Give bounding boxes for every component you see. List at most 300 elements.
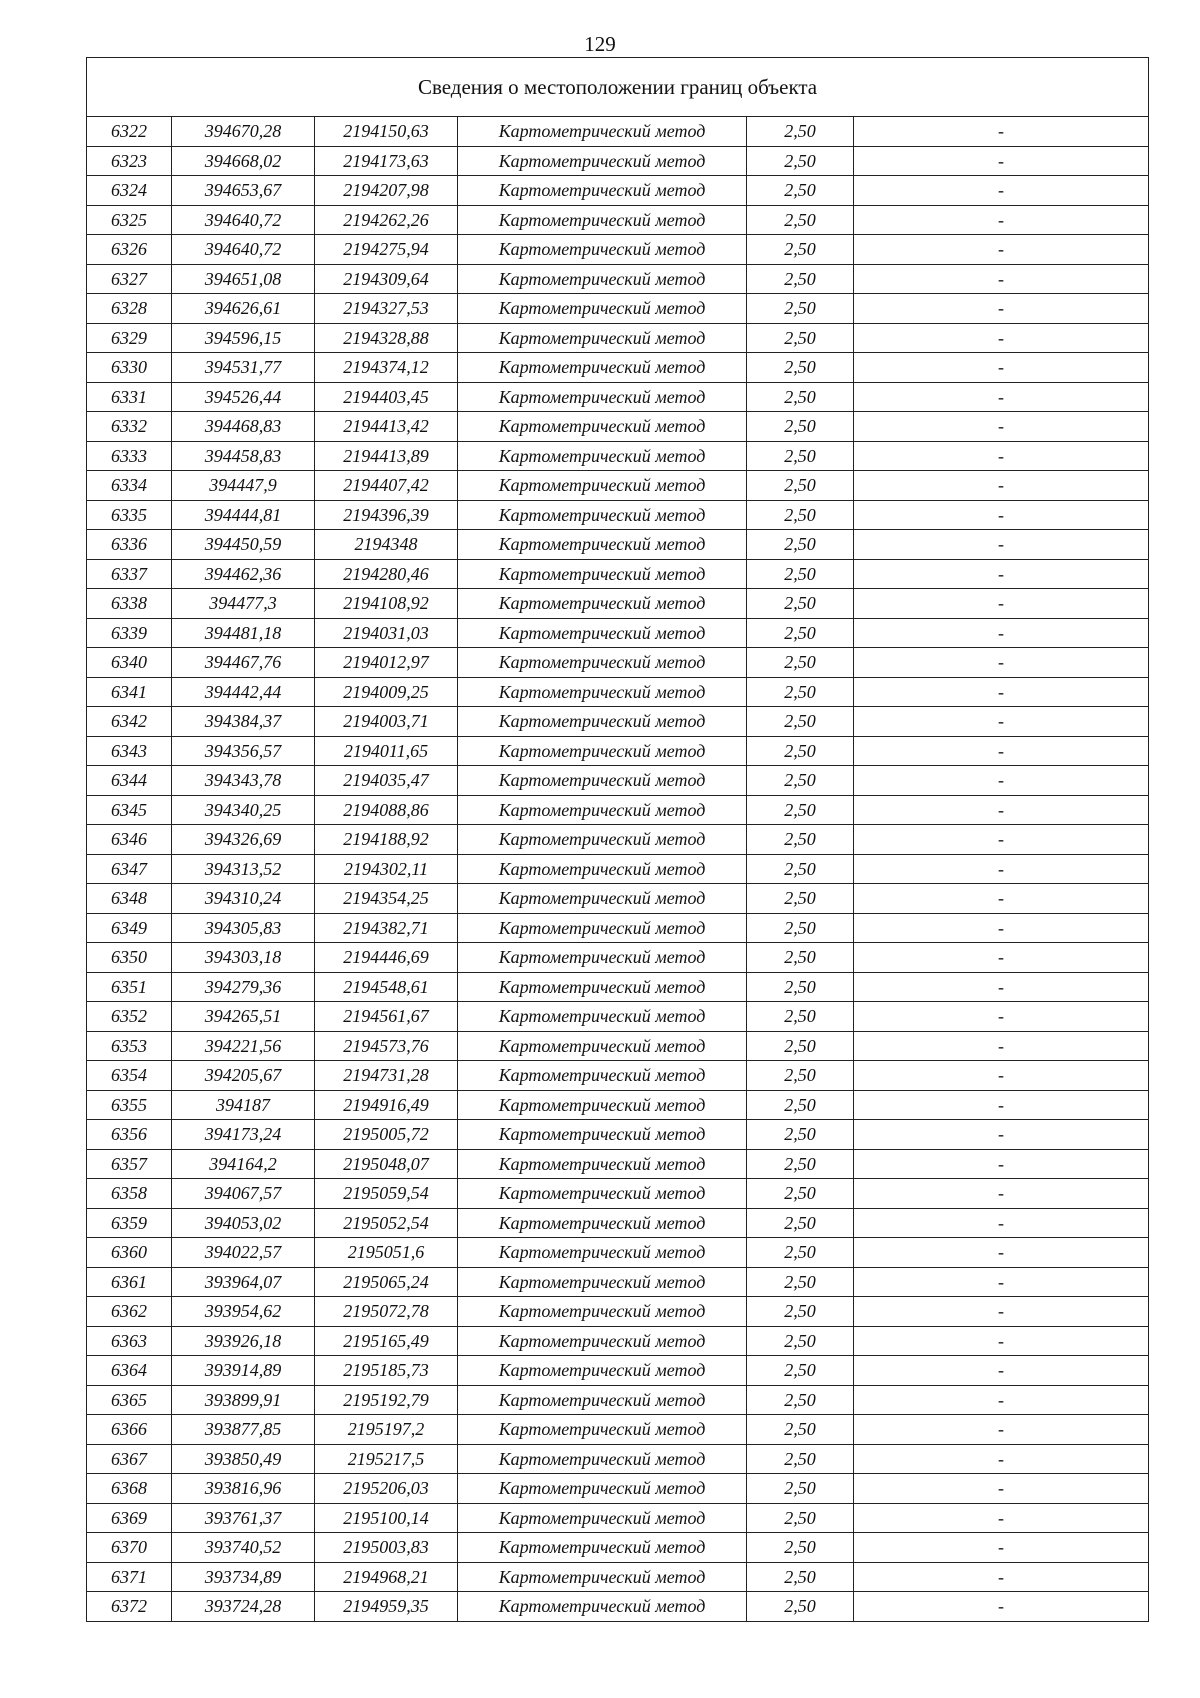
y-coordinate-cell: 2194561,67 — [315, 1002, 458, 1032]
description-cell: - — [854, 294, 1149, 324]
description-cell: - — [854, 1444, 1149, 1474]
description-cell: - — [854, 1149, 1149, 1179]
description-cell: - — [854, 323, 1149, 353]
point-number-cell: 6368 — [87, 1474, 172, 1504]
accuracy-cell: 2,50 — [747, 294, 854, 324]
y-coordinate-cell: 2195165,49 — [315, 1326, 458, 1356]
method-cell: Картометрический метод — [458, 294, 747, 324]
description-cell: - — [854, 1090, 1149, 1120]
x-coordinate-cell: 393964,07 — [172, 1267, 315, 1297]
description-cell: - — [854, 795, 1149, 825]
table-row — [87, 1061, 1149, 1091]
y-coordinate-cell: 2195052,54 — [315, 1208, 458, 1238]
table-row — [87, 264, 1149, 294]
accuracy-cell: 2,50 — [747, 1592, 854, 1622]
y-coordinate-cell: 2195197,2 — [315, 1415, 458, 1445]
description-cell: - — [854, 1415, 1149, 1445]
x-coordinate-cell: 393761,37 — [172, 1503, 315, 1533]
description-cell: - — [854, 736, 1149, 766]
x-coordinate-cell: 394450,59 — [172, 530, 315, 560]
table-row — [87, 441, 1149, 471]
description-cell: - — [854, 1592, 1149, 1622]
y-coordinate-cell: 2195192,79 — [315, 1385, 458, 1415]
accuracy-cell: 2,50 — [747, 1503, 854, 1533]
table-row — [87, 559, 1149, 589]
description-cell: - — [854, 589, 1149, 619]
table-row — [87, 382, 1149, 412]
x-coordinate-cell: 394265,51 — [172, 1002, 315, 1032]
x-coordinate-cell: 394458,83 — [172, 441, 315, 471]
page-number: 129 — [584, 32, 616, 56]
point-number-cell: 6371 — [87, 1562, 172, 1592]
point-number-cell: 6333 — [87, 441, 172, 471]
accuracy-cell: 2,50 — [747, 589, 854, 619]
y-coordinate-cell: 2195100,14 — [315, 1503, 458, 1533]
y-coordinate-cell: 2195005,72 — [315, 1120, 458, 1150]
y-coordinate-cell: 2194262,26 — [315, 205, 458, 235]
method-cell: Картометрический метод — [458, 1208, 747, 1238]
point-number-cell: 6360 — [87, 1238, 172, 1268]
x-coordinate-cell: 394053,02 — [172, 1208, 315, 1238]
x-coordinate-cell: 394279,36 — [172, 972, 315, 1002]
method-cell: Картометрический метод — [458, 1238, 747, 1268]
accuracy-cell: 2,50 — [747, 500, 854, 530]
description-cell: - — [854, 854, 1149, 884]
y-coordinate-cell: 2194413,89 — [315, 441, 458, 471]
description-cell: - — [854, 471, 1149, 501]
table-row — [87, 943, 1149, 973]
y-coordinate-cell: 2194959,35 — [315, 1592, 458, 1622]
table-row — [87, 1267, 1149, 1297]
y-coordinate-cell: 2194348 — [315, 530, 458, 560]
x-coordinate-cell: 393914,89 — [172, 1356, 315, 1386]
method-cell: Картометрический метод — [458, 146, 747, 176]
point-number-cell: 6353 — [87, 1031, 172, 1061]
y-coordinate-cell: 2194374,12 — [315, 353, 458, 383]
accuracy-cell: 2,50 — [747, 736, 854, 766]
point-number-cell: 6336 — [87, 530, 172, 560]
description-cell: - — [854, 1238, 1149, 1268]
description-cell: - — [854, 441, 1149, 471]
x-coordinate-cell: 394477,3 — [172, 589, 315, 619]
table-row — [87, 1326, 1149, 1356]
method-cell: Картометрический метод — [458, 913, 747, 943]
table-row — [87, 412, 1149, 442]
accuracy-cell: 2,50 — [747, 1090, 854, 1120]
point-number-cell: 6331 — [87, 382, 172, 412]
x-coordinate-cell: 394326,69 — [172, 825, 315, 855]
boundary-table — [86, 57, 1149, 1622]
accuracy-cell: 2,50 — [747, 795, 854, 825]
x-coordinate-cell: 394651,08 — [172, 264, 315, 294]
x-coordinate-cell: 394653,67 — [172, 176, 315, 206]
method-cell: Картометрический метод — [458, 1031, 747, 1061]
point-number-cell: 6329 — [87, 323, 172, 353]
y-coordinate-cell: 2194413,42 — [315, 412, 458, 442]
x-coordinate-cell: 393724,28 — [172, 1592, 315, 1622]
y-coordinate-cell: 2194207,98 — [315, 176, 458, 206]
method-cell: Картометрический метод — [458, 1267, 747, 1297]
table-row — [87, 1503, 1149, 1533]
method-cell: Картометрический метод — [458, 1179, 747, 1209]
accuracy-cell: 2,50 — [747, 1385, 854, 1415]
y-coordinate-cell: 2194280,46 — [315, 559, 458, 589]
y-coordinate-cell: 2194275,94 — [315, 235, 458, 265]
x-coordinate-cell: 393740,52 — [172, 1533, 315, 1563]
point-number-cell: 6345 — [87, 795, 172, 825]
method-cell: Картометрический метод — [458, 264, 747, 294]
point-number-cell: 6330 — [87, 353, 172, 383]
accuracy-cell: 2,50 — [747, 677, 854, 707]
accuracy-cell: 2,50 — [747, 1326, 854, 1356]
y-coordinate-cell: 2195059,54 — [315, 1179, 458, 1209]
x-coordinate-cell: 394481,18 — [172, 618, 315, 648]
y-coordinate-cell: 2194173,63 — [315, 146, 458, 176]
table-row — [87, 795, 1149, 825]
table-row — [87, 235, 1149, 265]
y-coordinate-cell: 2194968,21 — [315, 1562, 458, 1592]
table-title-row — [87, 58, 1149, 117]
accuracy-cell: 2,50 — [747, 559, 854, 589]
table-row — [87, 707, 1149, 737]
x-coordinate-cell: 394526,44 — [172, 382, 315, 412]
point-number-cell: 6370 — [87, 1533, 172, 1563]
point-number-cell: 6340 — [87, 648, 172, 678]
y-coordinate-cell: 2194150,63 — [315, 117, 458, 147]
table-row — [87, 1297, 1149, 1327]
method-cell: Картометрический метод — [458, 618, 747, 648]
x-coordinate-cell: 393816,96 — [172, 1474, 315, 1504]
table-row — [87, 766, 1149, 796]
table-row — [87, 1149, 1149, 1179]
y-coordinate-cell: 2195065,24 — [315, 1267, 458, 1297]
table-row — [87, 205, 1149, 235]
method-cell: Картометрический метод — [458, 825, 747, 855]
method-cell: Картометрический метод — [458, 176, 747, 206]
method-cell: Картометрический метод — [458, 943, 747, 973]
y-coordinate-cell: 2194396,39 — [315, 500, 458, 530]
method-cell: Картометрический метод — [458, 323, 747, 353]
description-cell: - — [854, 943, 1149, 973]
description-cell: - — [854, 707, 1149, 737]
point-number-cell: 6326 — [87, 235, 172, 265]
description-cell: - — [854, 264, 1149, 294]
table-row — [87, 1031, 1149, 1061]
y-coordinate-cell: 2194407,42 — [315, 471, 458, 501]
description-cell: - — [854, 1297, 1149, 1327]
accuracy-cell: 2,50 — [747, 235, 854, 265]
y-coordinate-cell: 2194403,45 — [315, 382, 458, 412]
accuracy-cell: 2,50 — [747, 117, 854, 147]
table-row — [87, 1002, 1149, 1032]
accuracy-cell: 2,50 — [747, 854, 854, 884]
method-cell: Картометрический метод — [458, 677, 747, 707]
table-title: Сведения о местоположении границ объекта — [87, 58, 1149, 117]
y-coordinate-cell: 2194035,47 — [315, 766, 458, 796]
table-row — [87, 530, 1149, 560]
description-cell: - — [854, 1267, 1149, 1297]
accuracy-cell: 2,50 — [747, 943, 854, 973]
y-coordinate-cell: 2194548,61 — [315, 972, 458, 1002]
point-number-cell: 6358 — [87, 1179, 172, 1209]
description-cell: - — [854, 1474, 1149, 1504]
accuracy-cell: 2,50 — [747, 1533, 854, 1563]
method-cell: Картометрический метод — [458, 854, 747, 884]
point-number-cell: 6372 — [87, 1592, 172, 1622]
table-row — [87, 1533, 1149, 1563]
description-cell: - — [854, 1326, 1149, 1356]
accuracy-cell: 2,50 — [747, 1297, 854, 1327]
accuracy-cell: 2,50 — [747, 353, 854, 383]
description-cell: - — [854, 648, 1149, 678]
x-coordinate-cell: 394305,83 — [172, 913, 315, 943]
description-cell: - — [854, 1208, 1149, 1238]
x-coordinate-cell: 394670,28 — [172, 117, 315, 147]
point-number-cell: 6324 — [87, 176, 172, 206]
table-row — [87, 648, 1149, 678]
accuracy-cell: 2,50 — [747, 913, 854, 943]
accuracy-cell: 2,50 — [747, 1031, 854, 1061]
y-coordinate-cell: 2194088,86 — [315, 795, 458, 825]
method-cell: Картометрический метод — [458, 1356, 747, 1386]
table-row — [87, 589, 1149, 619]
x-coordinate-cell: 394384,37 — [172, 707, 315, 737]
x-coordinate-cell: 394468,83 — [172, 412, 315, 442]
point-number-cell: 6356 — [87, 1120, 172, 1150]
method-cell: Картометрический метод — [458, 382, 747, 412]
x-coordinate-cell: 394303,18 — [172, 943, 315, 973]
table-body — [87, 117, 1149, 1622]
y-coordinate-cell: 2194731,28 — [315, 1061, 458, 1091]
x-coordinate-cell: 393954,62 — [172, 1297, 315, 1327]
accuracy-cell: 2,50 — [747, 1474, 854, 1504]
accuracy-cell: 2,50 — [747, 412, 854, 442]
accuracy-cell: 2,50 — [747, 176, 854, 206]
method-cell: Картометрический метод — [458, 1533, 747, 1563]
table-row — [87, 294, 1149, 324]
point-number-cell: 6328 — [87, 294, 172, 324]
accuracy-cell: 2,50 — [747, 707, 854, 737]
description-cell: - — [854, 1179, 1149, 1209]
accuracy-cell: 2,50 — [747, 1120, 854, 1150]
table-row — [87, 972, 1149, 1002]
y-coordinate-cell: 2194354,25 — [315, 884, 458, 914]
point-number-cell: 6327 — [87, 264, 172, 294]
y-coordinate-cell: 2194011,65 — [315, 736, 458, 766]
x-coordinate-cell: 394531,77 — [172, 353, 315, 383]
y-coordinate-cell: 2195217,5 — [315, 1444, 458, 1474]
description-cell: - — [854, 235, 1149, 265]
table-row — [87, 1592, 1149, 1622]
method-cell: Картометрический метод — [458, 766, 747, 796]
description-cell: - — [854, 913, 1149, 943]
point-number-cell: 6323 — [87, 146, 172, 176]
accuracy-cell: 2,50 — [747, 146, 854, 176]
description-cell: - — [854, 1503, 1149, 1533]
point-number-cell: 6362 — [87, 1297, 172, 1327]
table-row — [87, 1090, 1149, 1120]
method-cell: Картометрический метод — [458, 1002, 747, 1032]
method-cell: Картометрический метод — [458, 1503, 747, 1533]
y-coordinate-cell: 2194188,92 — [315, 825, 458, 855]
point-number-cell: 6361 — [87, 1267, 172, 1297]
accuracy-cell: 2,50 — [747, 205, 854, 235]
description-cell: - — [854, 1562, 1149, 1592]
accuracy-cell: 2,50 — [747, 264, 854, 294]
y-coordinate-cell: 2195206,03 — [315, 1474, 458, 1504]
y-coordinate-cell: 2194309,64 — [315, 264, 458, 294]
table-row — [87, 146, 1149, 176]
point-number-cell: 6350 — [87, 943, 172, 973]
method-cell: Картометрический метод — [458, 1090, 747, 1120]
description-cell: - — [854, 766, 1149, 796]
table-row — [87, 323, 1149, 353]
method-cell: Картометрический метод — [458, 648, 747, 678]
x-coordinate-cell: 393877,85 — [172, 1415, 315, 1445]
accuracy-cell: 2,50 — [747, 825, 854, 855]
description-cell: - — [854, 1031, 1149, 1061]
table-row — [87, 1356, 1149, 1386]
point-number-cell: 6351 — [87, 972, 172, 1002]
description-cell: - — [854, 412, 1149, 442]
x-coordinate-cell: 393734,89 — [172, 1562, 315, 1592]
table-row — [87, 117, 1149, 147]
point-number-cell: 6366 — [87, 1415, 172, 1445]
description-cell: - — [854, 500, 1149, 530]
point-number-cell: 6367 — [87, 1444, 172, 1474]
method-cell: Картометрический метод — [458, 1061, 747, 1091]
accuracy-cell: 2,50 — [747, 530, 854, 560]
method-cell: Картометрический метод — [458, 205, 747, 235]
y-coordinate-cell: 2194302,11 — [315, 854, 458, 884]
description-cell: - — [854, 972, 1149, 1002]
description-cell: - — [854, 1061, 1149, 1091]
point-number-cell: 6335 — [87, 500, 172, 530]
table-row — [87, 500, 1149, 530]
description-cell: - — [854, 618, 1149, 648]
x-coordinate-cell: 394640,72 — [172, 205, 315, 235]
point-number-cell: 6357 — [87, 1149, 172, 1179]
table-row — [87, 1415, 1149, 1445]
x-coordinate-cell: 394022,57 — [172, 1238, 315, 1268]
table-row — [87, 1238, 1149, 1268]
point-number-cell: 6363 — [87, 1326, 172, 1356]
point-number-cell: 6365 — [87, 1385, 172, 1415]
y-coordinate-cell: 2195003,83 — [315, 1533, 458, 1563]
point-number-cell: 6332 — [87, 412, 172, 442]
table-row — [87, 618, 1149, 648]
table-row — [87, 1474, 1149, 1504]
x-coordinate-cell: 394310,24 — [172, 884, 315, 914]
method-cell: Картометрический метод — [458, 1562, 747, 1592]
x-coordinate-cell: 394313,52 — [172, 854, 315, 884]
table-row — [87, 1179, 1149, 1209]
method-cell: Картометрический метод — [458, 530, 747, 560]
y-coordinate-cell: 2194108,92 — [315, 589, 458, 619]
method-cell: Картометрический метод — [458, 1415, 747, 1445]
y-coordinate-cell: 2195051,6 — [315, 1238, 458, 1268]
x-coordinate-cell: 393899,91 — [172, 1385, 315, 1415]
x-coordinate-cell: 394356,57 — [172, 736, 315, 766]
method-cell: Картометрический метод — [458, 1120, 747, 1150]
method-cell: Картометрический метод — [458, 736, 747, 766]
y-coordinate-cell: 2194009,25 — [315, 677, 458, 707]
method-cell: Картометрический метод — [458, 1297, 747, 1327]
point-number-cell: 6325 — [87, 205, 172, 235]
method-cell: Картометрический метод — [458, 1385, 747, 1415]
description-cell: - — [854, 146, 1149, 176]
table-row — [87, 825, 1149, 855]
method-cell: Картометрический метод — [458, 1149, 747, 1179]
method-cell: Картометрический метод — [458, 795, 747, 825]
method-cell: Картометрический метод — [458, 353, 747, 383]
x-coordinate-cell: 394462,36 — [172, 559, 315, 589]
table-row — [87, 1444, 1149, 1474]
table-row — [87, 677, 1149, 707]
description-cell: - — [854, 1002, 1149, 1032]
method-cell: Картометрический метод — [458, 589, 747, 619]
point-number-cell: 6359 — [87, 1208, 172, 1238]
accuracy-cell: 2,50 — [747, 323, 854, 353]
description-cell: - — [854, 884, 1149, 914]
description-cell: - — [854, 1120, 1149, 1150]
point-number-cell: 6346 — [87, 825, 172, 855]
method-cell: Картометрический метод — [458, 1592, 747, 1622]
description-cell: - — [854, 117, 1149, 147]
accuracy-cell: 2,50 — [747, 1149, 854, 1179]
x-coordinate-cell: 394205,67 — [172, 1061, 315, 1091]
method-cell: Картометрический метод — [458, 559, 747, 589]
x-coordinate-cell: 394596,15 — [172, 323, 315, 353]
table-row — [87, 176, 1149, 206]
point-number-cell: 6343 — [87, 736, 172, 766]
x-coordinate-cell: 394640,72 — [172, 235, 315, 265]
accuracy-cell: 2,50 — [747, 1208, 854, 1238]
x-coordinate-cell: 394173,24 — [172, 1120, 315, 1150]
point-number-cell: 6354 — [87, 1061, 172, 1091]
accuracy-cell: 2,50 — [747, 471, 854, 501]
point-number-cell: 6364 — [87, 1356, 172, 1386]
method-cell: Картометрический метод — [458, 235, 747, 265]
table-row — [87, 736, 1149, 766]
x-coordinate-cell: 394343,78 — [172, 766, 315, 796]
x-coordinate-cell: 393926,18 — [172, 1326, 315, 1356]
x-coordinate-cell: 394340,25 — [172, 795, 315, 825]
accuracy-cell: 2,50 — [747, 1562, 854, 1592]
y-coordinate-cell: 2194573,76 — [315, 1031, 458, 1061]
x-coordinate-cell: 394442,44 — [172, 677, 315, 707]
accuracy-cell: 2,50 — [747, 766, 854, 796]
point-number-cell: 6339 — [87, 618, 172, 648]
point-number-cell: 6341 — [87, 677, 172, 707]
y-coordinate-cell: 2194916,49 — [315, 1090, 458, 1120]
description-cell: - — [854, 205, 1149, 235]
accuracy-cell: 2,50 — [747, 382, 854, 412]
point-number-cell: 6322 — [87, 117, 172, 147]
description-cell: - — [854, 825, 1149, 855]
table-row — [87, 1120, 1149, 1150]
accuracy-cell: 2,50 — [747, 1238, 854, 1268]
boundary-table-container — [86, 57, 1148, 1622]
method-cell: Картометрический метод — [458, 441, 747, 471]
method-cell: Картометрический метод — [458, 500, 747, 530]
table-row — [87, 1562, 1149, 1592]
description-cell: - — [854, 677, 1149, 707]
x-coordinate-cell: 394668,02 — [172, 146, 315, 176]
accuracy-cell: 2,50 — [747, 1356, 854, 1386]
point-number-cell: 6355 — [87, 1090, 172, 1120]
point-number-cell: 6348 — [87, 884, 172, 914]
